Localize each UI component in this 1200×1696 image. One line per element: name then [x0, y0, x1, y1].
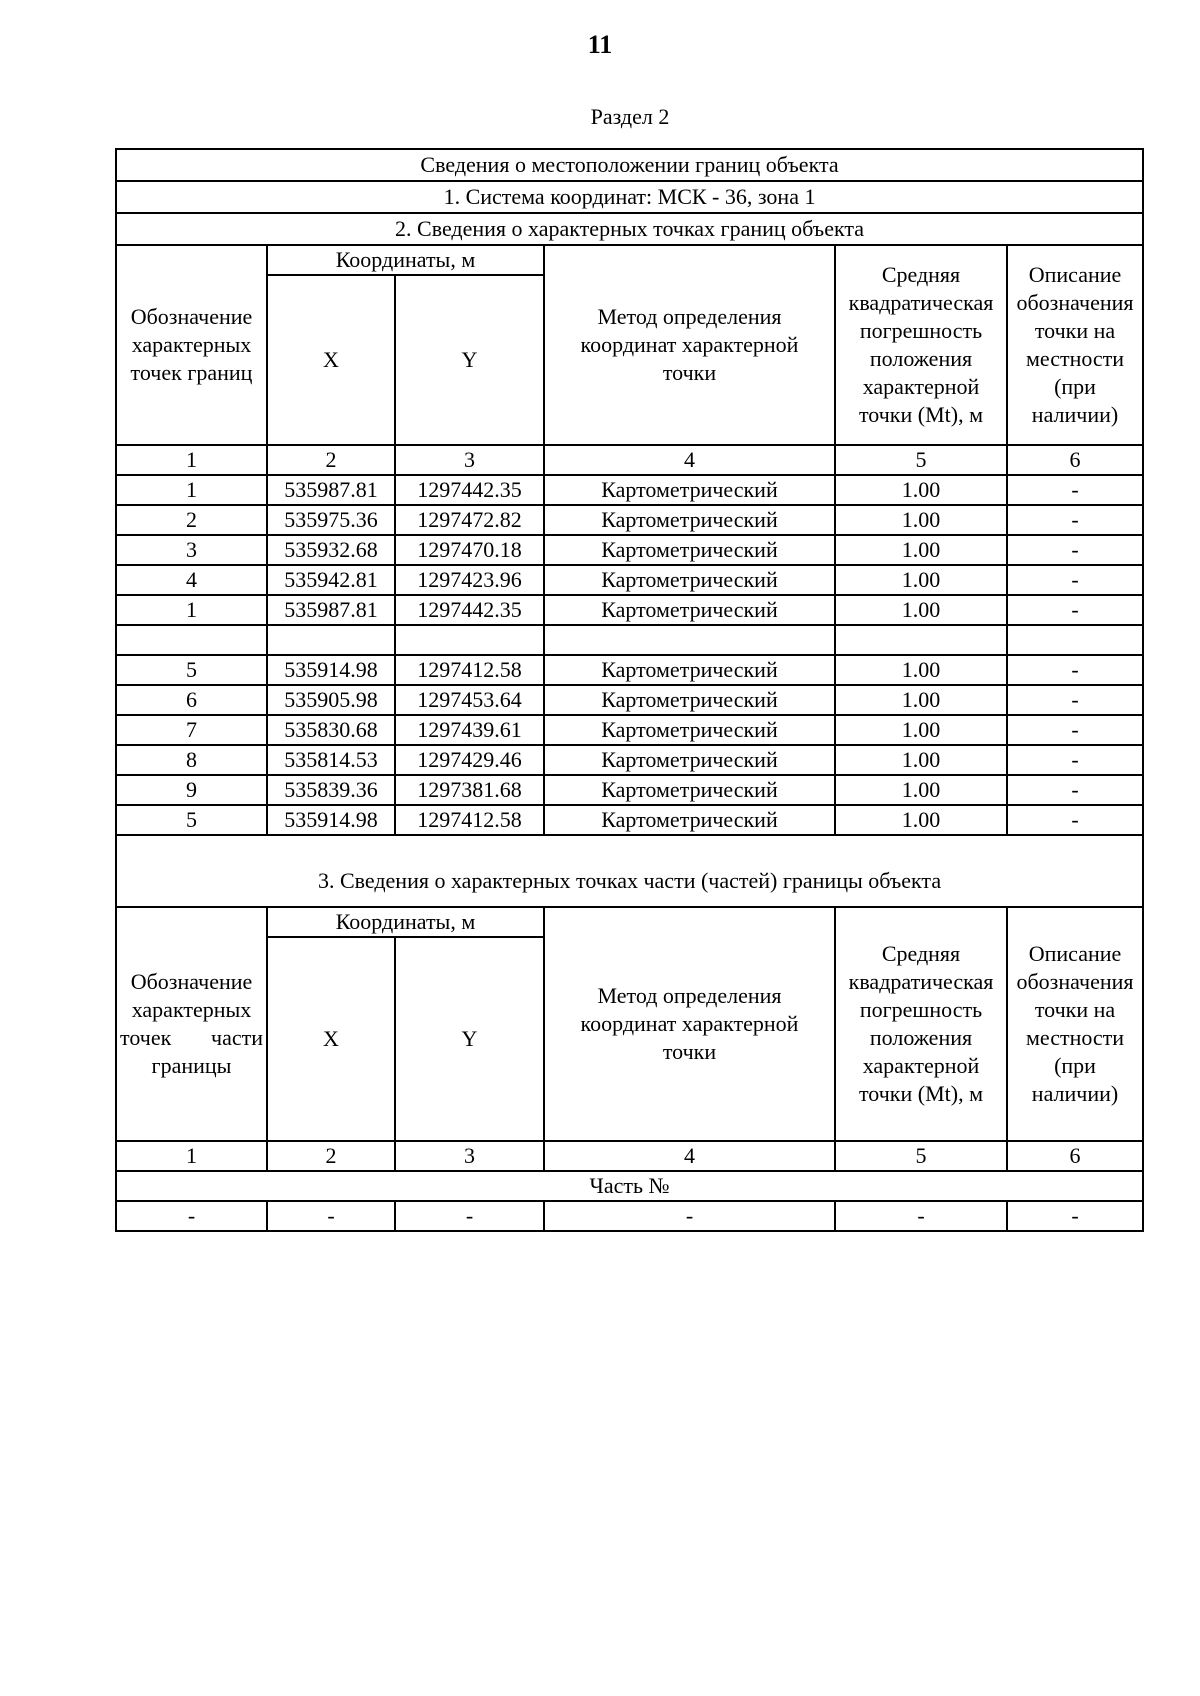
part-row: - - - - - - [116, 1201, 1143, 1231]
part-header-y: Y [395, 937, 544, 1141]
part-label: Часть № [116, 1171, 1143, 1201]
header-coordinates: Координаты, м [267, 245, 544, 275]
part-header-method: Метод определения координат характерной точки [544, 907, 835, 1141]
table-row: 1 535987.81 1297442.35 Картометрический 1.00 - [116, 595, 1143, 625]
blank-separator-row [116, 625, 1143, 655]
section3-heading: 3. Сведения о характерных точках части (частей) границы объекта [116, 835, 1143, 907]
coordinate-system: 1. Система координат: МСК - 36, зона 1 [116, 181, 1143, 213]
header-method: Метод определения координат характерной точки [544, 245, 835, 445]
table-title: Сведения о местоположении границ объекта [116, 149, 1143, 181]
header-y: Y [395, 275, 544, 445]
table-row: 9 535839.36 1297381.68 Картометрический 1.00 - [116, 775, 1143, 805]
header-accuracy: Средняя квадратическая погрешность положения характерной точки (Mt), м [835, 245, 1007, 445]
part-header-description: Описание обозначения точки на местности (при наличии) [1007, 907, 1143, 1141]
part-header-point-designation: Обозначение характерных точек части границы [116, 907, 267, 1141]
table-row: 8 535814.53 1297429.46 Картометрический 1.00 - [116, 745, 1143, 775]
boundary-table [115, 148, 1144, 1232]
part-column-numbers-row: 1 2 3 4 5 6 [116, 1141, 1143, 1171]
part-header-accuracy: Средняя квадратическая погрешность положения характерной точки (Mt), м [835, 907, 1007, 1141]
part-header-x: X [267, 937, 395, 1141]
column-numbers-row: 1 2 3 4 5 6 [116, 445, 1143, 475]
header-x: X [267, 275, 395, 445]
table-row: 7 535830.68 1297439.61 Картометрический 1.00 - [116, 715, 1143, 745]
page-number: 11 [587, 30, 613, 59]
section2-heading: 2. Сведения о характерных точках границ объекта [116, 213, 1143, 245]
table-row: 6 535905.98 1297453.64 Картометрический 1.00 - [116, 685, 1143, 715]
section-title: Раздел 2 [590, 104, 670, 129]
table-row: 4 535942.81 1297423.96 Картометрический 1.00 - [116, 565, 1143, 595]
header-point-designation: Обозначение характерных точек границ [116, 245, 267, 445]
table-row: 5 535914.98 1297412.58 Картометрический 1.00 - [116, 805, 1143, 835]
table-row: 2 535975.36 1297472.82 Картометрический 1.00 - [116, 505, 1143, 535]
header-description: Описание обозначения точки на местности (при наличии) [1007, 245, 1143, 445]
table-row: 1 535987.81 1297442.35 Картометрический 1.00 - [116, 475, 1143, 505]
table-row: 5 535914.98 1297412.58 Картометрический 1.00 - [116, 655, 1143, 685]
part-header-coordinates: Координаты, м [267, 907, 544, 937]
table-row: 3 535932.68 1297470.18 Картометрический 1.00 - [116, 535, 1143, 565]
